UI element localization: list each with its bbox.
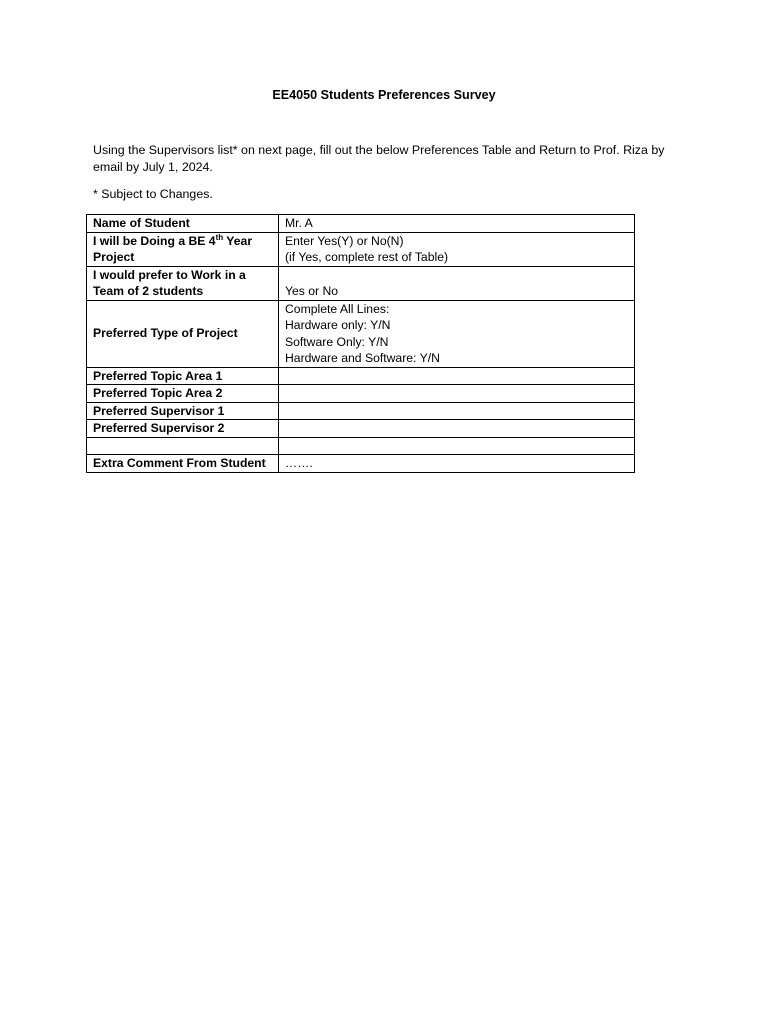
intro-paragraph: Using the Supervisors list* on next page, fill out the below Preferences Table and Return to Prof. Riza by email by July 1, 2024.: [93, 143, 665, 174]
blank-row-value[interactable]: [279, 437, 635, 455]
preferences-table: [86, 214, 635, 473]
table-row: [87, 455, 635, 473]
topic-area-1-label: Preferred Topic Area 1: [87, 367, 279, 385]
document-title: EE4050 Students Preferences Survey: [272, 88, 496, 102]
subject-to-changes-note: * Subject to Changes.: [93, 187, 213, 201]
table-row: [87, 232, 635, 266]
team-preference-value[interactable]: Yes or No: [279, 266, 635, 300]
table-row: [87, 402, 635, 420]
extra-comment-value[interactable]: …….: [279, 455, 635, 473]
table-row: [87, 437, 635, 455]
topic-area-1-value[interactable]: [279, 367, 635, 385]
project-type-value[interactable]: [279, 300, 635, 367]
name-of-student-label: Name of Student: [87, 215, 279, 233]
table-row: [87, 300, 635, 367]
be-project-value[interactable]: [279, 232, 635, 266]
table-row: [87, 215, 635, 233]
be-project-label-post: Year Project: [93, 233, 253, 264]
be-project-value-line-1: Enter Yes(Y) or No(N): [285, 233, 404, 248]
table-row: [87, 367, 635, 385]
project-type-line-1: Complete All Lines:: [285, 301, 390, 316]
table-row: [87, 385, 635, 403]
supervisor-2-label: Preferred Supervisor 2: [87, 420, 279, 438]
supervisor-2-value[interactable]: [279, 420, 635, 438]
be-project-value-line-2: (if Yes, complete rest of Table): [285, 250, 449, 264]
be-project-label: [87, 232, 279, 266]
project-type-line-4: Hardware and Software: Y/N: [285, 351, 440, 365]
be-project-label-pre: I will be Doing a BE 4: [93, 233, 216, 248]
project-type-line-3: Software Only: Y/N: [285, 334, 389, 349]
project-type-label: Preferred Type of Project: [87, 300, 279, 367]
be-project-label-superscript: th: [215, 232, 224, 242]
project-type-line-2: Hardware only: Y/N: [285, 318, 391, 332]
extra-comment-label: Extra Comment From Student: [87, 455, 279, 473]
topic-area-2-label: Preferred Topic Area 2: [87, 385, 279, 403]
table-row: [87, 266, 635, 300]
table-row: [87, 420, 635, 438]
blank-row-label: [87, 437, 279, 455]
topic-area-2-value[interactable]: [279, 385, 635, 403]
supervisor-1-label: Preferred Supervisor 1: [87, 402, 279, 420]
team-preference-label: I would prefer to Work in a Team of 2 students: [87, 266, 279, 300]
supervisor-1-value[interactable]: [279, 402, 635, 420]
name-of-student-value[interactable]: Mr. A: [279, 215, 635, 233]
